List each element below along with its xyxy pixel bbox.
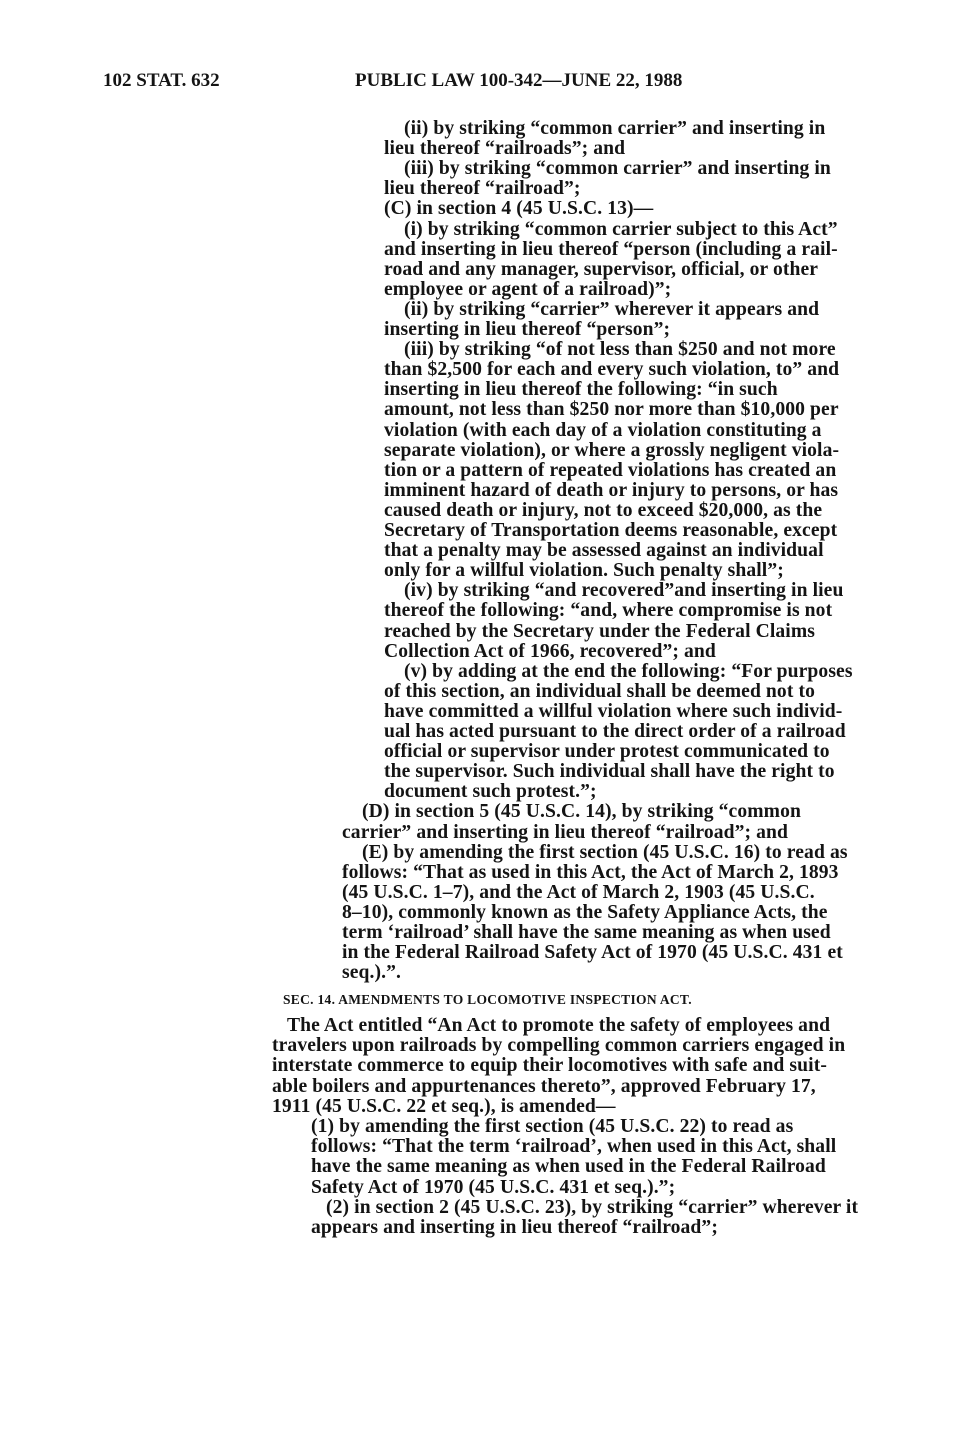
- text-line: (iii) by striking “common carrier” and inserting in: [404, 158, 831, 180]
- text-line: (iv) by striking “and recovered”and inserting in lieu: [404, 580, 844, 602]
- text-line: The Act entitled “An Act to promote the safety of employees and: [287, 1015, 831, 1036]
- text-line: amount, not less than $250 nor more than $10,000 per: [384, 399, 839, 421]
- text-line: (C) in section 4 (45 U.S.C. 13)—: [384, 198, 654, 220]
- text-line: follows: “That the term ‘railroad’, when used in this Act, shall: [311, 1136, 837, 1158]
- text-line: (i) by striking “common carrier subject to this Act”: [404, 218, 838, 240]
- text-line: tion or a pattern of repeated violations has created an: [384, 459, 837, 481]
- text-line: have the same meaning as when used in the Federal Railroad: [311, 1156, 826, 1178]
- text-line: term ‘railroad’ shall have the same meaning as when used: [342, 922, 831, 943]
- text-line: reached by the Secretary under the Federal Claims: [384, 620, 815, 642]
- text-line: 1911 (45 U.S.C. 22 et seq.), is amended—: [272, 1095, 616, 1117]
- text-line: 8–10), commonly known as the Safety Appliance Acts, the: [342, 901, 828, 923]
- text-line: caused death or injury, not to exceed $20,000, as the: [384, 499, 823, 521]
- text-line: that a penalty may be assessed against an individual: [384, 540, 824, 562]
- text-line: in the Federal Railroad Safety Act of 1970 (45 U.S.C. 431 et: [342, 942, 843, 964]
- text-line: employee or agent of a railroad)”;: [384, 278, 672, 300]
- text-line: official or supervisor under protest communicated to: [384, 741, 830, 763]
- text-line: able boilers and appurtenances thereto”, approved February 17,: [272, 1075, 816, 1097]
- text-line: Secretary of Transportation deems reasonable, except: [384, 520, 838, 541]
- text-line: travelers upon railroads by compelling common carriers engaged in: [272, 1035, 846, 1057]
- text-line: have committed a willful violation where such individ-: [384, 700, 843, 722]
- text-line: thereof the following: “and, where compromise is not: [384, 600, 833, 622]
- text-line: (ii) by striking “common carrier” and inserting in: [404, 118, 826, 139]
- text-line: Safety Act of 1970 (45 U.S.C. 431 et seq.).”;: [311, 1176, 676, 1198]
- text-line: lieu thereof “railroad”;: [384, 178, 581, 200]
- text-line: carrier” and inserting in lieu thereof “railroad”; and: [342, 821, 789, 843]
- page-running-title: PUBLIC LAW 100-342—JUNE 22, 1988: [355, 70, 683, 91]
- text-line: (v) by adding at the end the following: “For purposes: [404, 660, 853, 682]
- text-line: (45 U.S.C. 1–7), and the Act of March 2, 1903 (45 U.S.C.: [342, 881, 815, 903]
- text-line: only for a willful violation. Such penalty shall”;: [384, 560, 784, 582]
- text-line: than $2,500 for each and every such violation, to” and: [384, 359, 840, 381]
- text-line: (ii) by striking “carrier” wherever it appears and: [404, 298, 820, 320]
- section-heading: SEC. 14. AMENDMENTS TO LOCOMOTIVE INSPECTION ACT.: [283, 992, 692, 1007]
- text-line: seq.).”.: [342, 962, 402, 984]
- text-line: imminent hazard of death or injury to persons, or has: [384, 479, 839, 501]
- text-line: violation (with each day of a violation constituting a: [384, 419, 822, 441]
- text-line: interstate commerce to equip their locomotives with safe and suit-: [272, 1055, 827, 1077]
- text-line: (D) in section 5 (45 U.S.C. 14), by striking “common: [362, 801, 801, 823]
- text-line: lieu thereof “railroads”; and: [384, 138, 626, 160]
- text-line: ual has acted pursuant to the direct order of a railroad: [384, 721, 846, 742]
- text-line: (2) in section 2 (45 U.S.C. 23), by striking “carrier” wherever it: [326, 1196, 859, 1218]
- text-line: appears and inserting in lieu thereof “railroad”;: [311, 1217, 718, 1238]
- text-line: the supervisor. Such individual shall have the right to: [384, 761, 835, 783]
- text-line: Collection Act of 1966, recovered”; and: [384, 640, 716, 662]
- text-line: separate violation), or where a grossly negligent viola-: [384, 439, 840, 461]
- text-line: inserting in lieu thereof the following: “in such: [384, 379, 778, 401]
- text-line: (iii) by striking “of not less than $250 and not more: [404, 339, 836, 361]
- text-line: of this section, an individual shall be deemed not to: [384, 680, 815, 702]
- text-line: (E) by amending the first section (45 U.S.C. 16) to read as: [362, 841, 848, 863]
- text-line: inserting in lieu thereof “person”;: [384, 319, 671, 340]
- text-line: (1) by amending the first section (45 U.S.C. 22) to read as: [311, 1116, 794, 1137]
- page-stat-number: 102 STAT. 632: [103, 70, 220, 91]
- text-line: follows: “That as used in this Act, the Act of March 2, 1893: [342, 861, 839, 883]
- text-line: document such protest.”;: [384, 781, 597, 803]
- text-line: road and any manager, supervisor, official, or other: [384, 258, 819, 280]
- text-line: and inserting in lieu thereof “person (including a rail-: [384, 238, 838, 260]
